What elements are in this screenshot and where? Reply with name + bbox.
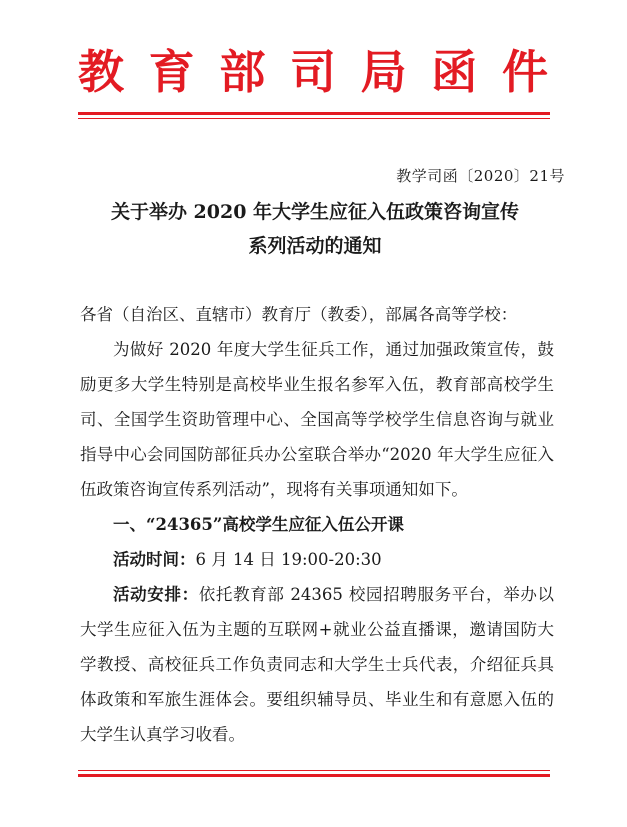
footer-rule-thick xyxy=(78,774,550,777)
activity-arrangement-text: 依托教育部 24365 校园招聘服务平台，举办以大学生应征入伍为主题的互联网+就业公益直播课，邀请国防大学教授、高校征兵工作负责同志和大学生士兵代表，介绍征兵具体政策和军旅生涯体会。要组织辅导员、毕业生和有意愿入伍的大学生认真学习收看。 xyxy=(80,585,554,744)
masthead-char: 局 xyxy=(360,45,407,99)
document-number: 教学司函〔2020〕21号 xyxy=(396,167,565,185)
activity-arrangement-label: 活动安排： xyxy=(113,585,199,604)
masthead-char: 司 xyxy=(289,45,336,99)
header-rule-thick xyxy=(78,112,550,115)
masthead-title xyxy=(78,44,548,100)
masthead-char: 教 xyxy=(78,45,124,99)
document-title-line-1: 关于举办 2020 年大学生应征入伍政策咨询宣传 xyxy=(110,201,520,223)
activity-time-label: 活动时间： xyxy=(113,550,196,569)
recipient-line: 各省（自治区、直辖市）教育厅（教委），部属各高等学校： xyxy=(80,305,518,324)
document-title-line-2: 系列活动的通知 xyxy=(248,235,382,257)
intro-paragraph: 为做好 2020 年度大学生征兵工作，通过加强政策宣传，鼓励更多大学生特别是高校毕业生报名参军入伍，教育部高校学生司、全国学生资助管理中心、全国高等学校学生信息咨询与就业指导中心会同国防部征兵办公室联合举办“2020 年大学生应征入伍政策咨询宣传系列活动”，现将有关事项通知如下。 xyxy=(80,340,554,499)
activity-arrangement-paragraph xyxy=(80,577,554,752)
activity-time-value: 6 月 14 日 19:00-20:30 xyxy=(195,550,382,569)
masthead-char: 育 xyxy=(148,45,195,99)
activity-time-paragraph xyxy=(80,542,554,577)
section-heading-1: 一、“24365”高校学生应征入伍公开课 xyxy=(113,515,404,534)
masthead-char: 部 xyxy=(219,45,266,99)
masthead-char: 函 xyxy=(431,45,478,99)
header-rule-thin xyxy=(78,118,550,119)
masthead-char: 件 xyxy=(501,45,548,99)
footer-rule-thin xyxy=(78,770,550,771)
